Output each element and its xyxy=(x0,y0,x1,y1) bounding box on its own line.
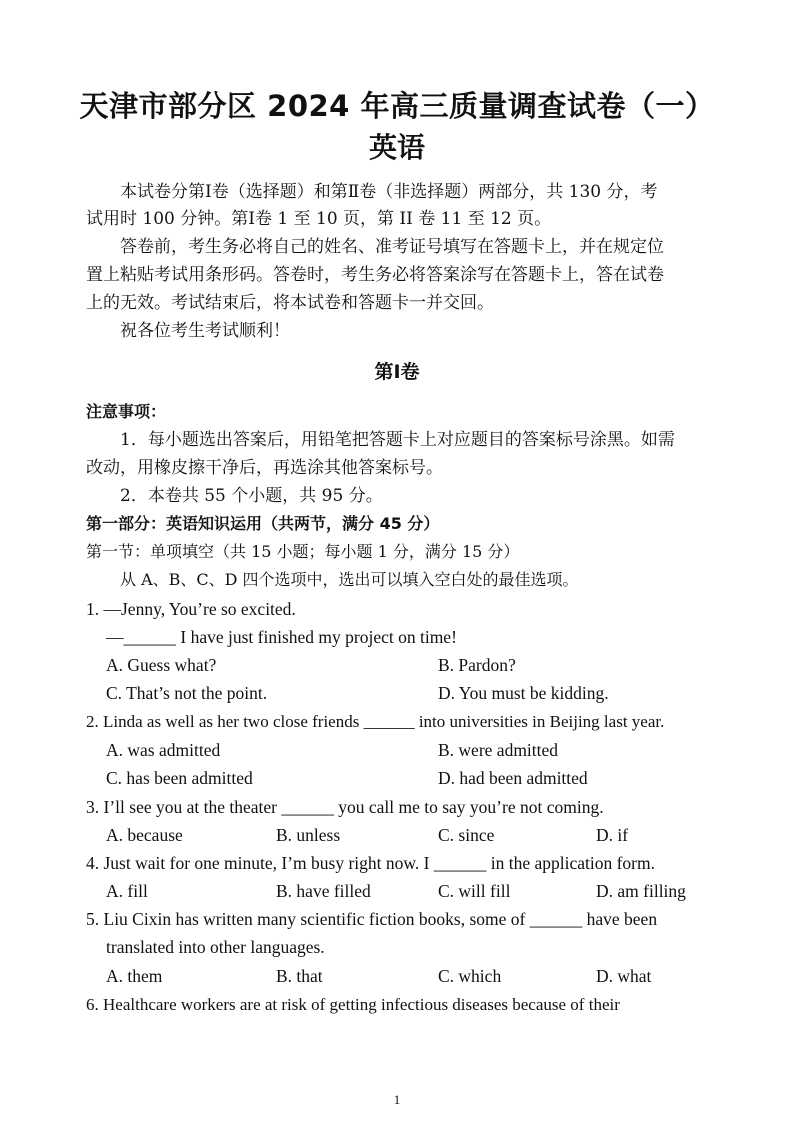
option-c: C. will fill xyxy=(438,881,511,901)
subject-title: 英语 xyxy=(368,131,425,164)
option-d: D. what xyxy=(596,966,652,986)
option-a: A. fill xyxy=(106,881,148,901)
option-b: B. Pardon? xyxy=(438,655,516,675)
option-d: D. had been admitted xyxy=(438,768,588,788)
option-c: C. which xyxy=(438,966,502,986)
good-luck-line: 祝各位考生考试顺利！ xyxy=(120,321,290,341)
page-number: 1 xyxy=(393,1092,401,1107)
note-item: 2．本卷共 55 个小题，共 95 分。 xyxy=(120,486,383,506)
exam-title: 天津市部分区 2024 年高三质量调查试卷（一） xyxy=(79,89,715,123)
option-c: C. That’s not the point. xyxy=(106,683,268,703)
intro-line: 上的无效。考试结束后，将本试卷和答题卡一并交回。 xyxy=(86,293,494,313)
question-stem: 3. I’ll see you at the theater ______ you call me to say you’re not coming. xyxy=(86,797,604,817)
option-d: D. am filling xyxy=(596,881,686,901)
part-heading: 第一部分：英语知识运用（共两节，满分 45 分） xyxy=(86,514,440,533)
option-d: D. if xyxy=(596,825,629,845)
question-stem: 1. —Jenny, You’re so excited. xyxy=(86,599,296,619)
instruction: 从 A、B、C、D 四个选项中，选出可以填入空白处的最佳选项。 xyxy=(120,570,579,589)
intro-line: 置上粘贴考试用条形码。答卷时，考生务必将答案涂写在答题卡上，答在试卷 xyxy=(86,265,664,285)
question-stem: 6. Healthcare workers are at risk of getting infectious diseases because of their xyxy=(86,995,620,1014)
note-item: 1．每小题选出答案后，用铅笔把答题卡上对应题目的答案标号涂黑。如需 xyxy=(120,430,675,450)
option-b: B. have filled xyxy=(276,881,371,901)
option-b: B. unless xyxy=(276,825,341,845)
option-a: A. them xyxy=(106,966,163,986)
question-stem: 5. Liu Cixin has written many scientific fiction books, some of ______ have been xyxy=(86,909,658,929)
question-stem: 2. Linda as well as her two close friends ______ into universities in Beijing last year. xyxy=(86,712,665,731)
intro-line: 答卷前，考生务必将自己的姓名、准考证号填写在答题卡上，并在规定位 xyxy=(120,237,664,257)
section-subheading: 第一节：单项填空（共 15 小题；每小题 1 分，满分 15 分） xyxy=(86,542,520,561)
option-b: B. that xyxy=(276,966,323,986)
intro-line: 本试卷分第Ⅰ卷（选择题）和第Ⅱ卷（非选择题）两部分，共 130 分，考 xyxy=(120,182,658,202)
notes-heading: 注意事项： xyxy=(86,402,167,421)
question-stem: 4. Just wait for one minute, I’m busy right now. I ______ in the application form. xyxy=(86,853,655,873)
section-title: 第Ⅰ卷 xyxy=(374,361,420,383)
intro-line: 试用时 100 分钟。第Ⅰ卷 1 至 10 页，第 II 卷 11 至 12 页。 xyxy=(86,209,552,229)
note-item: 改动，用橡皮擦干净后，再选涂其他答案标号。 xyxy=(86,458,443,478)
option-a: A. because xyxy=(106,825,183,845)
option-b: B. were admitted xyxy=(438,740,559,760)
option-c: C. has been admitted xyxy=(106,768,253,788)
option-a: A. was admitted xyxy=(106,740,221,760)
question-stem: translated into other languages. xyxy=(106,937,325,957)
question-stem: —______ I have just finished my project on time! xyxy=(106,627,457,647)
option-a: A. Guess what? xyxy=(106,655,217,675)
option-d: D. You must be kidding. xyxy=(438,683,609,703)
option-c: C. since xyxy=(438,825,495,845)
